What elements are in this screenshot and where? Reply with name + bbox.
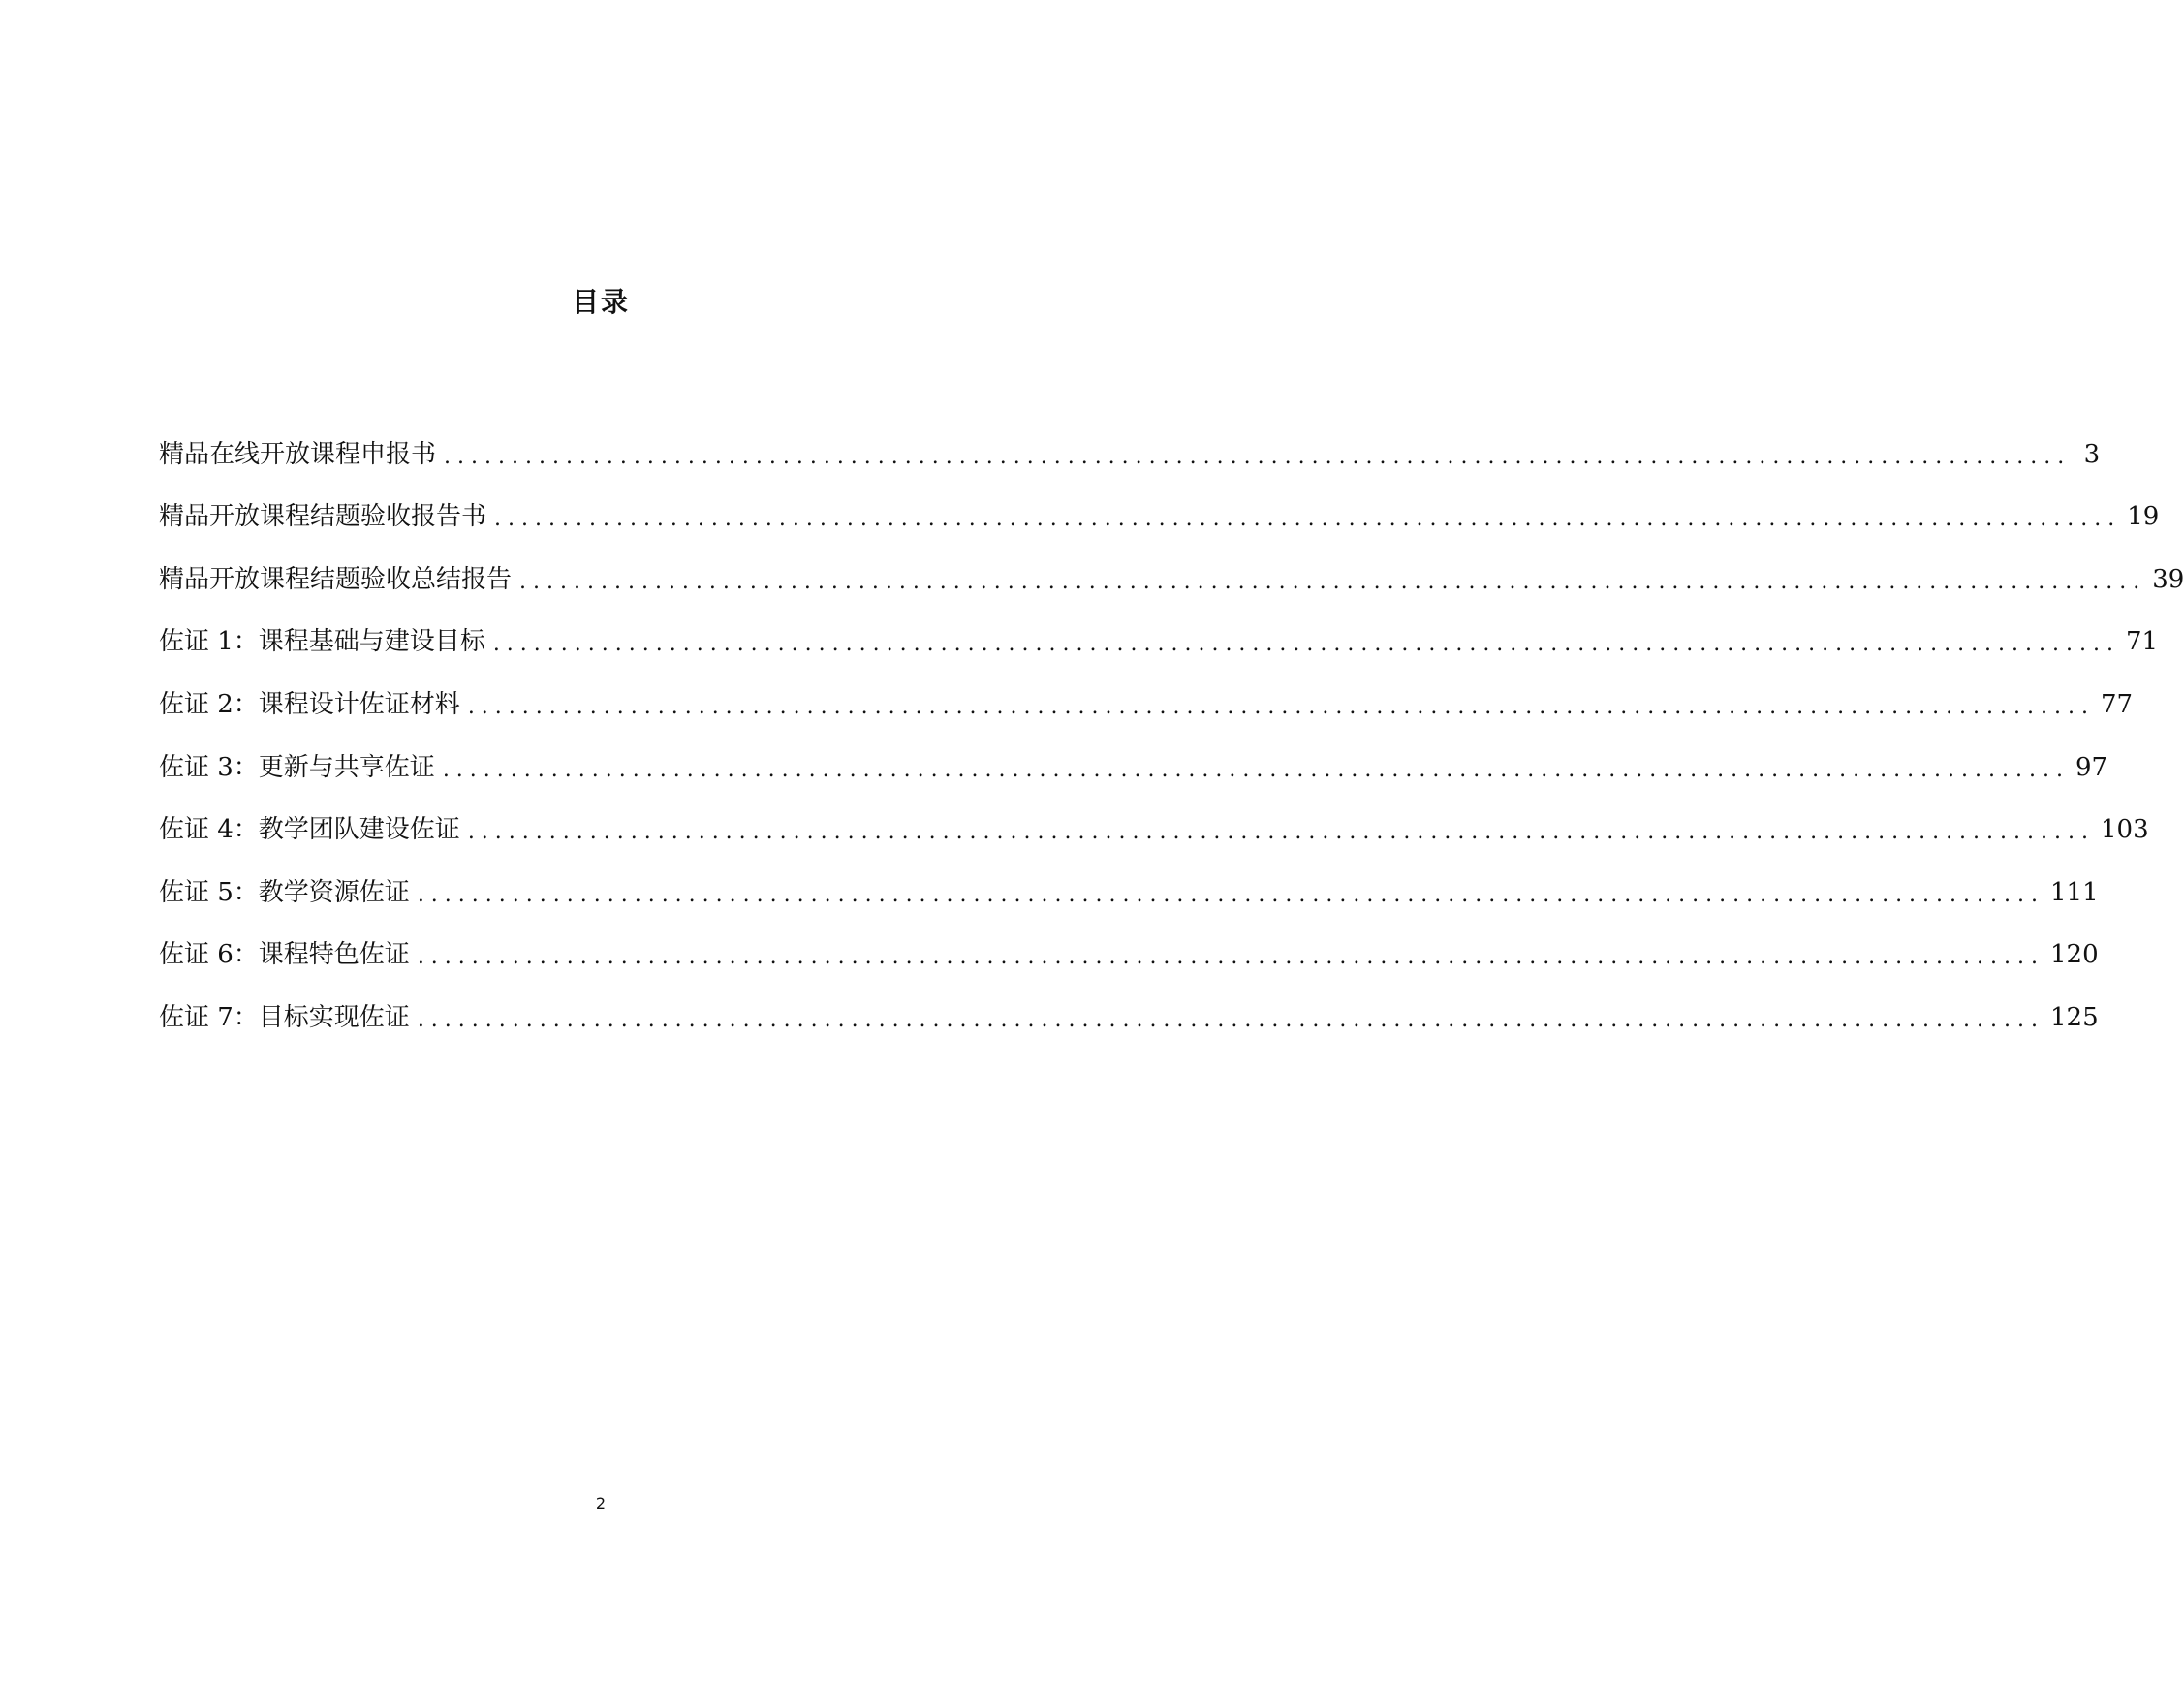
toc-entry[interactable] <box>159 474 2160 537</box>
toc-entry-page: 39 <box>2152 564 2184 594</box>
toc-entry-label: 精品开放课程结题验收报告书 <box>159 502 487 532</box>
toc-entry[interactable] <box>159 536 2184 599</box>
toc-entry-label: 精品开放课程结题验收总结报告 <box>159 564 513 594</box>
toc-entry[interactable] <box>159 411 2101 474</box>
toc-entry-page: 97 <box>2075 752 2108 782</box>
page-number: 2 <box>595 1494 607 1513</box>
toc-entry-page: 120 <box>2050 940 2099 970</box>
toc-entry-page: 3 <box>2083 439 2101 469</box>
toc-entry-page: 77 <box>2101 689 2134 719</box>
toc-title: 目录 <box>571 286 630 318</box>
toc-entry[interactable] <box>159 661 2134 724</box>
toc-dot-leader: ........................................................................................................................ <box>444 444 2072 469</box>
toc-dot-leader: ........................................................................................................................ <box>417 945 2044 970</box>
toc-entry-label: 佐证 5：教学资源佐证 <box>159 877 410 907</box>
toc-dot-leader: ........................................................................................................................ <box>442 757 2070 782</box>
toc-entry-label: 精品在线开放课程申报书 <box>159 439 437 469</box>
toc-entry-page: 71 <box>2126 627 2159 657</box>
toc-dot-leader: ........................................................................................................................ <box>417 1007 2044 1032</box>
toc-entry-label: 佐证 2：课程设计佐证材料 <box>159 689 460 719</box>
toc-entry[interactable] <box>159 974 2099 1037</box>
toc-entry[interactable] <box>159 724 2108 787</box>
toc-dot-leader: ........................................................................................................................ <box>417 882 2044 907</box>
toc-entry-page: 103 <box>2101 815 2149 845</box>
toc-entry[interactable] <box>159 787 2149 850</box>
toc-entry-page: 125 <box>2050 1002 2099 1032</box>
toc-dot-leader: ........................................................................................................................ <box>494 507 2122 532</box>
toc-entry-label: 佐证 4：教学团队建设佐证 <box>159 815 460 845</box>
toc-dot-leader: ........................................................................................................................ <box>467 694 2095 719</box>
toc-list <box>159 411 2184 1037</box>
toc-entry-page: 19 <box>2127 502 2160 532</box>
toc-entry-label: 佐证 1：课程基础与建设目标 <box>159 627 485 657</box>
toc-entry[interactable] <box>159 849 2099 912</box>
toc-entry-label: 佐证 6：课程特色佐证 <box>159 940 410 970</box>
toc-entry-label: 佐证 7：目标实现佐证 <box>159 1002 410 1032</box>
toc-dot-leader: ........................................................................................................................ <box>467 820 2095 845</box>
toc-dot-leader: ........................................................................................................................ <box>492 632 2120 657</box>
toc-dot-leader: ........................................................................................................................ <box>519 569 2147 594</box>
toc-entry-label: 佐证 3：更新与共享佐证 <box>159 752 435 782</box>
toc-entry[interactable] <box>159 599 2159 662</box>
toc-entry[interactable] <box>159 912 2099 975</box>
toc-entry-page: 111 <box>2050 877 2099 907</box>
